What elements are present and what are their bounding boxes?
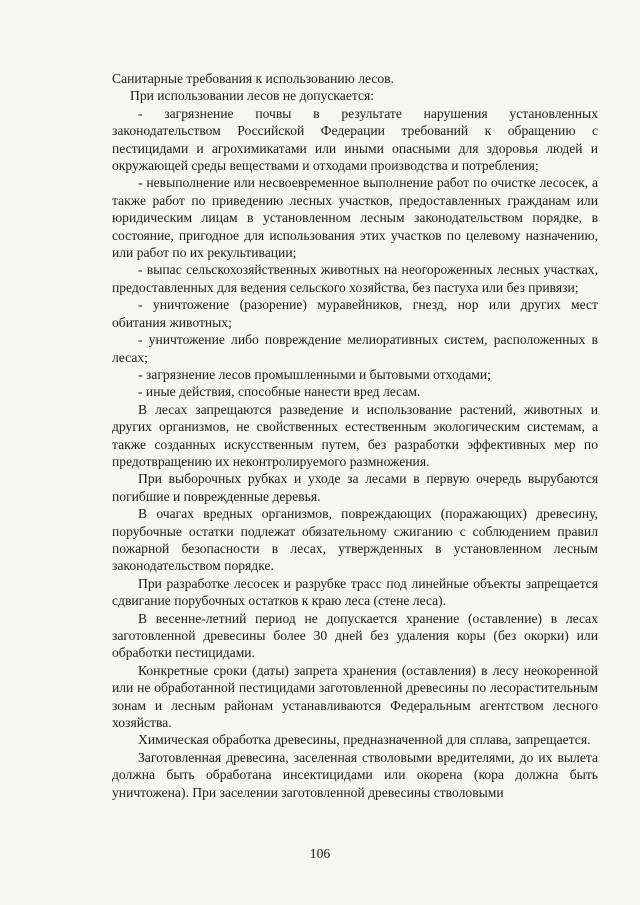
section-heading: Санитарные требования к использованию лесов. xyxy=(112,71,395,86)
body-paragraph: Химическая обработка древесины, предназначенной для сплава, запрещается. xyxy=(138,732,591,748)
body-paragraph: В лесах запрещаются разведение и использование растений, животных и других организмов, не свойственных естественным экологическим системам, а также созданных искусственным путем, без разработки эффективных мер по предотвращению их неконтролируемого размножения. xyxy=(112,401,598,469)
list-item: - выпас сельскохозяйственных животных на неогороженных лесных участках, предоставленных для ведения сельского хозяйства, без пастуха или без привязи; xyxy=(112,262,598,295)
list-item: - загрязнение почвы в результате нарушения установленных законодательством Российской Федерации требований к обращению с пестицидами и агрохимикатами или иными опасными для здоровья людей и окружающей среды веществами и отходами производства и потребления; xyxy=(112,105,598,174)
page-number: 106 xyxy=(309,846,331,861)
intro-paragraph: При использовании лесов не допускается: xyxy=(130,88,375,104)
body-paragraph: Заготовленная древесина, заселенная стволовыми вредителями, до их вылета должна быть обработана инсектицидами или окорена (кора должна быть уничтожена). При заселении заготовленной древесины стволовыми xyxy=(112,749,598,800)
list-item: - загрязнение лесов промышленными и бытовыми отходами; xyxy=(138,366,491,382)
body-paragraph: В весенне-летний период не допускается хранение (оставление) в лесах заготовленной древесины более 30 дней без удаления коры (без окорки) или обработки пестицидами. xyxy=(112,610,598,661)
document-body xyxy=(112,70,598,801)
list-item: - невыполнение или несвоевременное выполнение работ по очистке лесосек, а также работ по приведению лесных участков, предоставленных гражданам или юридическим лицам в установленном лесным законодательством порядке, в состояние, пригодное для использования этих участков по целевому назначению, или работ по их рекультивации; xyxy=(112,175,598,261)
body-paragraph: В очагах вредных организмов, повреждающих (поражающих) древесину, порубочные остатки подлежат обязательному сжиганию с соблюдением правил пожарной безопасности в лесах, утвержденных в установленном лесным законодательством порядке. xyxy=(112,506,598,574)
list-item: - уничтожение (разорение) муравейников, гнезд, нор или других мест обитания животных; xyxy=(112,297,598,330)
list-item: - иные действия, способные нанести вред лесам. xyxy=(138,384,421,400)
body-paragraph: При разработке лесосек и разрубке трасс под линейные объекты запрещается сдвигание порубочных остатков к краю леса (стене леса). xyxy=(112,575,598,609)
list-item: - уничтожение либо повреждение мелиоративных систем, расположенных в лесах; xyxy=(112,332,598,365)
body-paragraph: Конкретные сроки (даты) запрета хранения (оставления) в лесу неокоренной или не обработанной пестицидами заготовленной древесины по лесорастительным зонам и лесным районам устанавливаются Федеральным агентством лесного хозяйства. xyxy=(112,662,598,731)
body-paragraph: При выборочных рубках и уходе за лесами в первую очередь вырубаются погибшие и поврежденные деревья. xyxy=(112,471,598,504)
